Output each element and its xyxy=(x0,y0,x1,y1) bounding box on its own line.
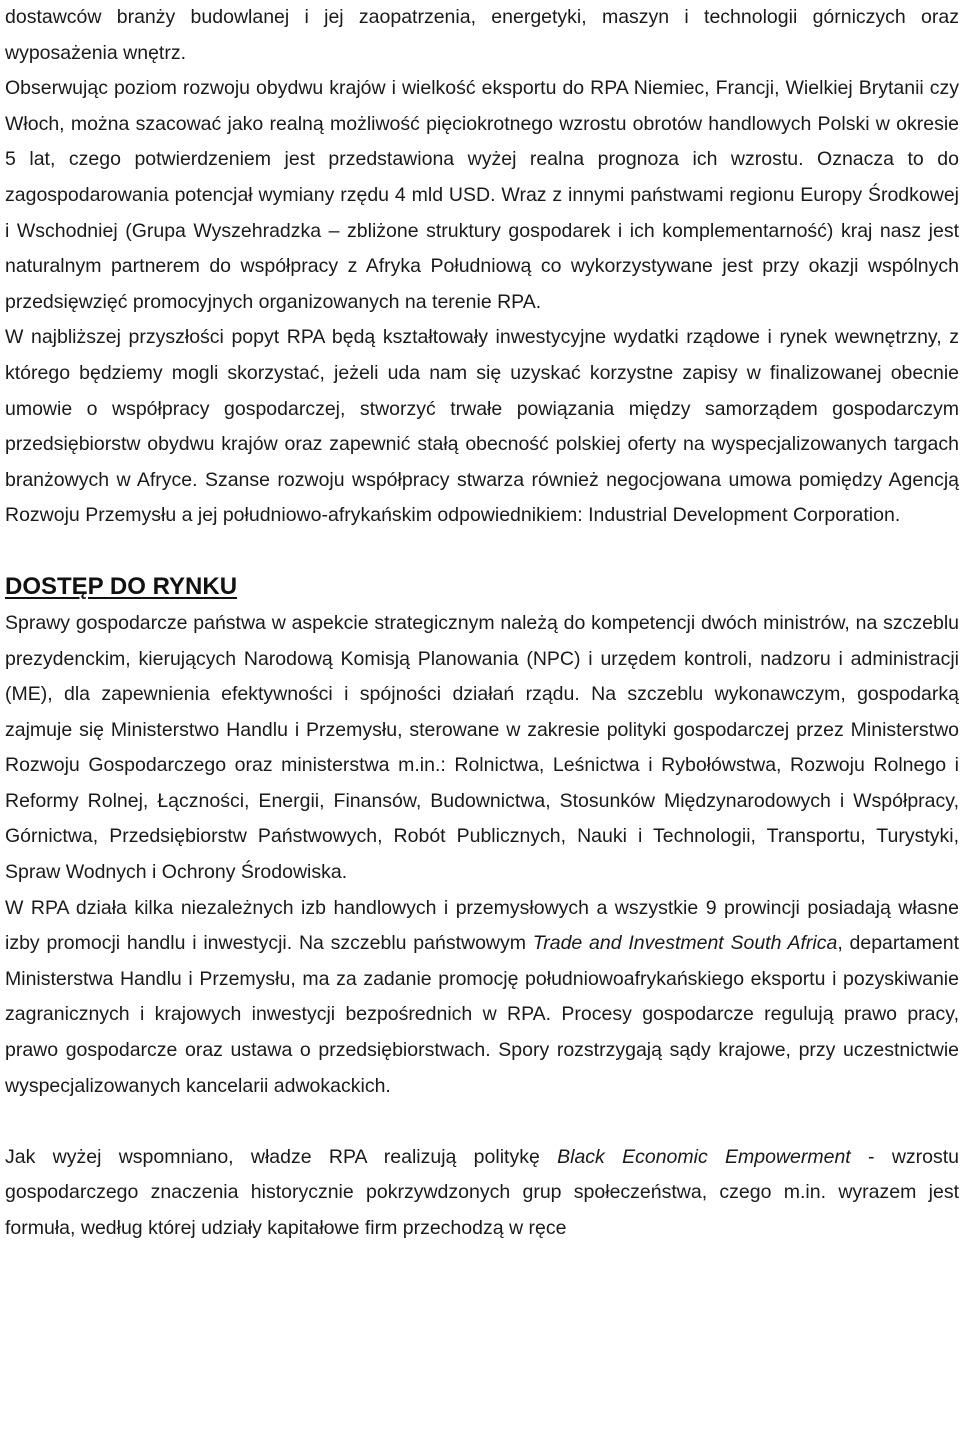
paragraph-chambers-emphasis: Trade and Investment South Africa xyxy=(532,932,838,955)
paragraph-export-potential: Obserwując poziom rozwoju obydwu krajów i wielkość eksportu do RPA Niemiec, Francji, Wielkiej Brytanii czy Włoch, można szacować jako realną możliwość pięciokrotnego wzrostu obrotów handlowych Polski w okresie 5 lat, czego potwierdzeniem jest przedstawiona wyżej realna prognoza ich wzrostu. Oznacza to do zagospodarowania potencjał wymiany rzędu 4 mld USD. Wraz z innymi państwami regionu Europy Środkowej i Wschodniej (Grupa Wyszehradzka – zbliżone struktury gospodarek i ich komplementarność) kraj nasz jest naturalnym partnerem do współpracy z Afryka Południową co wykorzystywane jest przy okazji wspólnych przedsięwzięć promocyjnych organizowanych na terenie RPA. xyxy=(5,77,959,313)
paragraph-chambers-of-commerce xyxy=(5,891,959,1105)
paragraph-continuation: dostawców branży budowlanej i jej zaopatrzenia, energetyki, maszyn i technologii górniczych oraz wyposażenia wnętrz. xyxy=(5,6,959,64)
paragraph-bee-text-b: - wzrostu gospodarczego znaczenia historycznie pokrzywdzonych grup społeczeństwa, czego m.in. wyrazem jest formuła, według której udziały kapitałowe firm przechodzą w ręce xyxy=(5,1145,960,1239)
paragraph-government-structure: Sprawy gospodarcze państwa w aspekcie strategicznym należą do kompetencji dwóch ministrów, na szczeblu prezydenckim, kierujących Narodową Komisją Planowania (NPC) i urzędem kontroli, nadzoru i administracji (ME), dla zapewnienia efektywności i spójności działań rządu. Na szczeblu wykonawczym, gospodarką zajmuje się Ministerstwo Handlu i Przemysłu, sterowane w zakresie polityki gospodarczej przez Ministerstwo Rozwoju Gospodarczego oraz ministerstwa m.in.: Rolnictwa, Leśnictwa i Rybołówstwa, Rozwoju Rolnego i Reformy Rolnej, Łączności, Energii, Finansów, Budownictwa, Stosunków Międzynarodowych i Współpracy, Górnictwa, Przedsiębiorstw Państwowych, Robót Publicznych, Nauki i Technologii, Transportu, Turystyki, Spraw Wodnych i Ochrony Środowiska. xyxy=(5,611,959,884)
document-body xyxy=(5,0,959,1247)
paragraph-bee-text-a: Jak wyżej wspomniano, władze RPA realizują politykę xyxy=(5,1145,558,1168)
paragraph-future-demand: W najbliższej przyszłości popyt RPA będą kształtowały inwestycyjne wydatki rządowe i rynek wewnętrzny, z którego będziemy mogli skorzystać, jeżeli uda nam się uzyskać korzystne zapisy w finalizowanej obecnie umowie o współpracy gospodarczej, stworzyć trwałe powiązania między samorządem gospodarczym przedsiębiorstw obydwu krajów oraz zapewnić stałą obecność polskiej oferty na wyspecjalizowanych targach branżowych w Afryce. Szanse rozwoju współpracy stwarza również negocjowana umowa pomiędzy Agencją Rozwoju Przemysłu a jej południowo-afrykańskim odpowiednikiem: Industrial Development Corporation. xyxy=(5,326,959,527)
paragraph-chambers-text-a: W RPA działa kilka niezależnych izb handlowych i przemysłowych a wszystkie 9 prowincji posiadają własne izby promocji handlu i inwestycji. Na szczeblu państwowym xyxy=(5,896,959,955)
section-heading: DOSTĘP DO RYNKU xyxy=(5,572,238,600)
paragraph-bee-policy xyxy=(5,1140,959,1247)
paragraph-bee-emphasis: Black Economic Empowerment xyxy=(557,1145,851,1168)
paragraph-chambers-text-b: , departament Ministerstwa Handlu i Przemysłu, ma za zadanie promocję południowoafrykańskiego eksportu i pozyskiwanie zagranicznych i krajowych inwestycji bezpośrednich w RPA. Procesy gospodarcze regulują prawo pracy, prawo gospodarcze oraz ustawa o przedsiębiorstwach. Spory rozstrzygają sądy krajowe, przy uczestnictwie wyspecjalizowanych kancelarii adwokackich. xyxy=(5,932,960,1097)
